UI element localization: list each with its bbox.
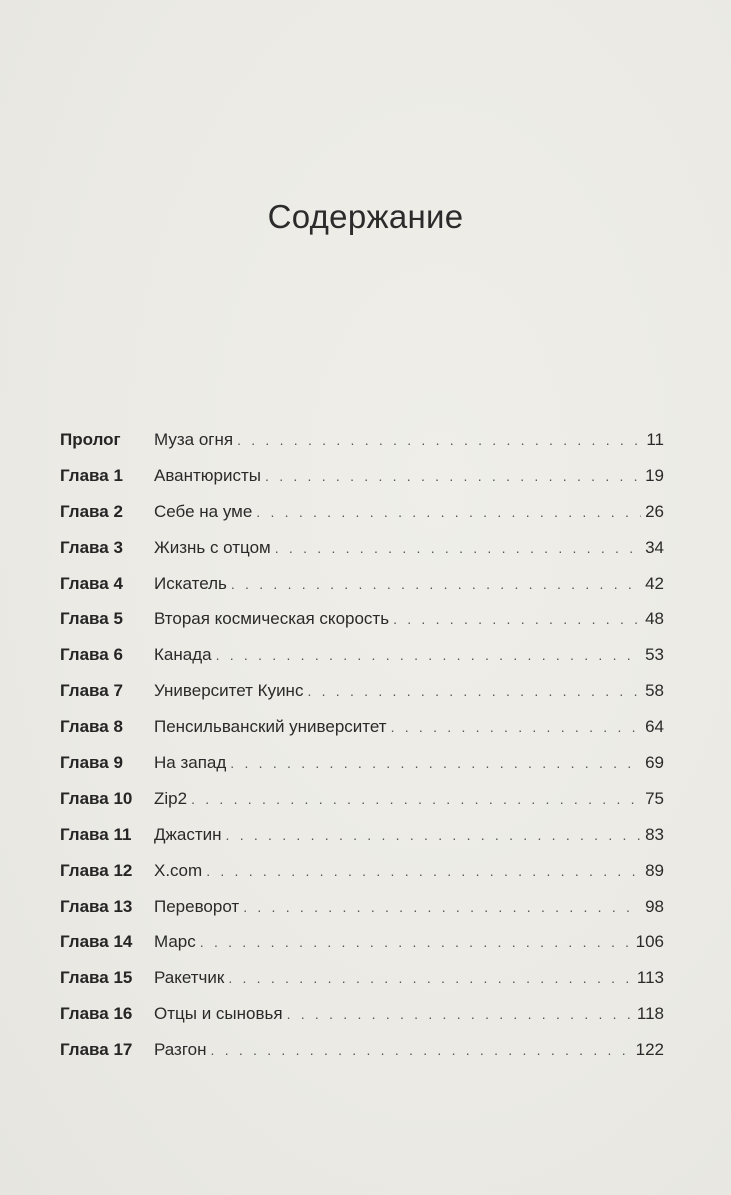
dot-leader: [230, 755, 641, 771]
chapter-title: Пенсильванский университет: [154, 717, 387, 737]
chapter-title: Отцы и сыновья: [154, 1004, 283, 1024]
page-number: 64: [645, 717, 664, 737]
chapter-title: Вторая космическая скорость: [154, 609, 390, 629]
toc-entry: [60, 637, 664, 673]
chapter-title: Себе на уме: [154, 501, 253, 521]
chapter-title: Переворот: [154, 896, 240, 916]
page-number: 113: [636, 968, 664, 988]
page-number: 106: [635, 932, 664, 952]
toc-entry: [60, 673, 664, 709]
chapter-entry: [154, 753, 664, 773]
chapter-entry: [154, 717, 664, 737]
chapter-entry: [154, 1004, 664, 1024]
chapter-label: Глава 16: [60, 1004, 133, 1024]
page-number: 83: [645, 824, 664, 844]
toc-entry: [60, 817, 664, 853]
chapter-label: Глава 11: [60, 824, 132, 844]
toc-entry: [60, 889, 664, 925]
toc-entry: [60, 422, 664, 458]
chapter-label: Глава 13: [60, 896, 133, 916]
dot-leader: [275, 540, 641, 556]
page-number: 69: [645, 752, 664, 772]
page-number: 48: [645, 609, 664, 629]
page-number: 75: [645, 788, 664, 808]
chapter-title: X.com: [154, 860, 203, 880]
chapter-title: Университет Куинс: [154, 681, 304, 701]
chapter-label: Глава 2: [60, 501, 123, 521]
chapter-entry: [154, 645, 664, 665]
dot-leader: [393, 611, 641, 627]
dot-leader: [200, 934, 632, 950]
chapter-entry: [154, 502, 664, 522]
chapter-entry: [154, 574, 664, 594]
toc-entry: [60, 601, 664, 637]
chapter-label: Глава 8: [60, 717, 123, 737]
chapter-entry: [154, 609, 664, 629]
page-number: 26: [645, 501, 664, 521]
chapter-entry: [154, 825, 664, 845]
toc-entry: [60, 781, 664, 817]
chapter-label: Глава 10: [60, 788, 133, 808]
toc-entry: [60, 530, 664, 566]
dot-leader: [211, 1042, 632, 1058]
dot-leader: [226, 827, 642, 843]
page-number: 11: [646, 429, 664, 449]
chapter-entry: [154, 681, 664, 701]
chapter-title: Авантюристы: [154, 465, 262, 485]
page-title: Содержание: [267, 198, 464, 235]
dot-leader: [216, 647, 642, 663]
chapter-label: Глава 1: [60, 465, 123, 485]
chapter-label: Глава 5: [60, 609, 123, 629]
toc-entry: [60, 709, 664, 745]
page-number: 118: [636, 1004, 664, 1024]
chapter-label: Глава 7: [60, 681, 123, 701]
dot-leader: [206, 863, 641, 879]
page-number: 58: [645, 681, 664, 701]
chapter-label: Глава 12: [60, 860, 133, 880]
chapter-label: Глава 15: [60, 968, 133, 988]
toc-entry: [60, 1032, 664, 1068]
toc-entry: [60, 853, 664, 889]
chapter-entry: [154, 430, 664, 450]
chapter-title: Zip2: [154, 788, 188, 808]
toc-entry: [60, 745, 664, 781]
chapter-title: Жизнь с отцом: [154, 537, 271, 557]
chapter-title: Ракетчик: [154, 968, 225, 988]
chapter-label: Глава 17: [60, 1040, 133, 1060]
toc-entry: [60, 494, 664, 530]
dot-leader: [307, 683, 641, 699]
dot-leader: [265, 468, 641, 484]
toc-entry: [60, 566, 664, 602]
toc-entry: [60, 960, 664, 996]
toc-entry: [60, 996, 664, 1032]
chapter-label: Глава 6: [60, 645, 123, 665]
chapter-title: Канада: [154, 645, 212, 665]
dot-leader: [287, 1006, 633, 1022]
page-number: 34: [645, 537, 664, 557]
chapter-title: Марс: [154, 932, 196, 952]
chapter-title: Джастин: [154, 824, 222, 844]
chapter-entry: [154, 1040, 664, 1060]
dot-leader: [191, 791, 641, 807]
chapter-label: Глава 3: [60, 537, 123, 557]
dot-leader: [243, 899, 641, 915]
chapter-entry: [154, 789, 664, 809]
chapter-entry: [154, 538, 664, 558]
chapter-entry: [154, 932, 664, 952]
page-number: 98: [645, 896, 664, 916]
dot-leader: [231, 576, 641, 592]
table-of-contents: [60, 422, 664, 1068]
chapter-entry: [154, 897, 664, 917]
chapter-title: Разгон: [154, 1040, 207, 1060]
page-number: 19: [645, 465, 664, 485]
page-number: 53: [645, 645, 664, 665]
page-number: 122: [635, 1040, 664, 1060]
chapter-entry: [154, 968, 664, 988]
chapter-label: Пролог: [60, 429, 121, 449]
dot-leader: [228, 970, 633, 986]
chapter-label: Глава 9: [60, 752, 123, 772]
chapter-title: На запад: [154, 752, 227, 772]
chapter-label: Глава 4: [60, 573, 123, 593]
chapter-title: Муза огня: [154, 429, 234, 449]
chapter-title: Искатель: [154, 573, 227, 593]
toc-entry: [60, 924, 664, 960]
page-number: 89: [645, 860, 664, 880]
chapter-entry: [154, 861, 664, 881]
dot-leader: [256, 504, 641, 520]
toc-entry: [60, 458, 664, 494]
dot-leader: [237, 432, 642, 448]
page-number: 42: [645, 573, 664, 593]
chapter-entry: [154, 466, 664, 486]
dot-leader: [391, 719, 642, 735]
chapter-label: Глава 14: [60, 932, 133, 952]
